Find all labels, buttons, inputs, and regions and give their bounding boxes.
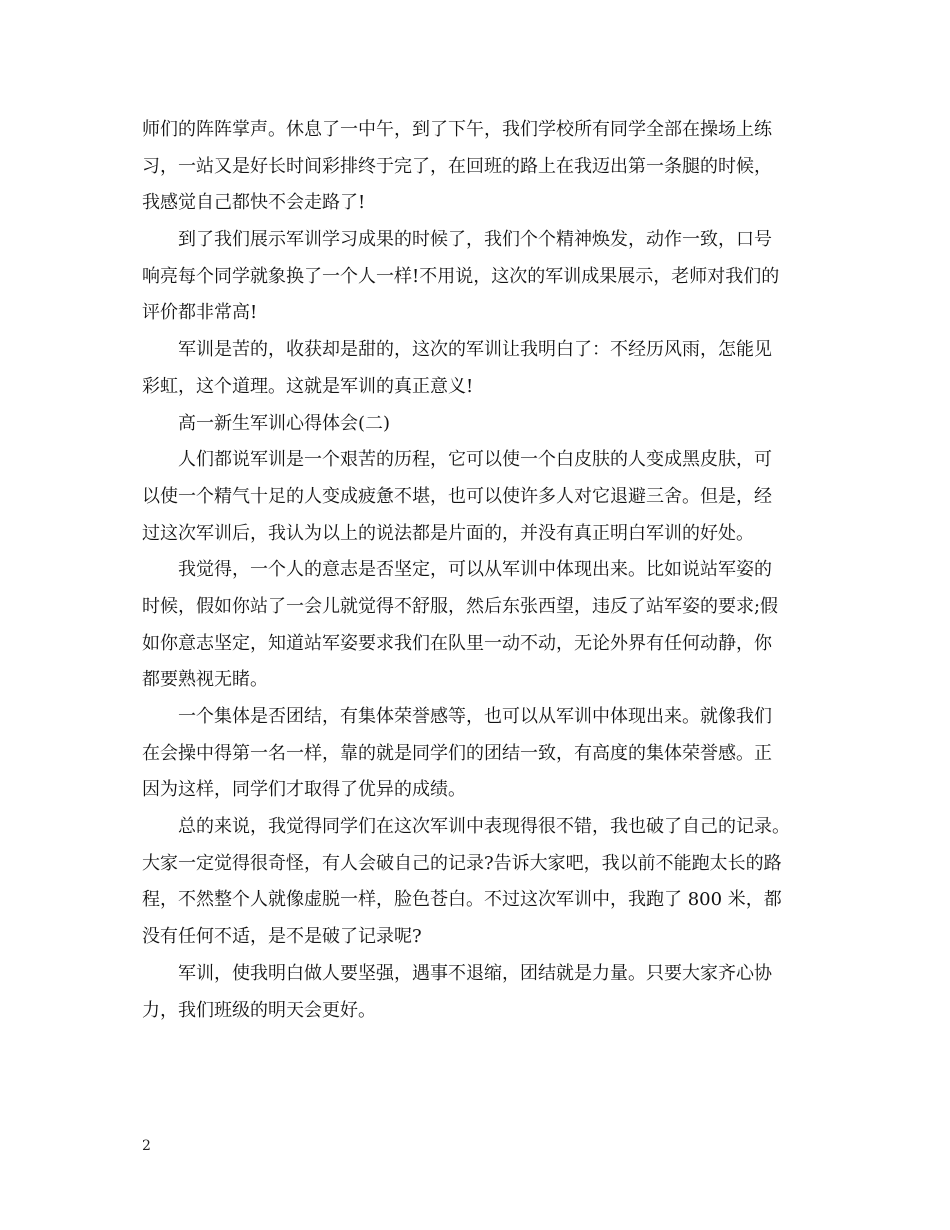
text-line-12: 过这次军训后，我认为以上的说法都是片面的，并没有真正明白军训的好处。 bbox=[142, 522, 754, 544]
text-line-25: 力，我们班级的明天会更好。 bbox=[142, 999, 376, 1021]
text-line-21: 大家一定觉得很奇怪，有人会破自己的记录?告诉大家吧，我以前不能跑太长的路 bbox=[142, 852, 782, 874]
text-line-1: 师们的阵阵掌声。休息了一中午，到了下午，我们学校所有同学全部在操场上练 bbox=[142, 119, 772, 140]
text-line-10: 人们都说军训是一个艰苦的历程，它可以使一个白皮肤的人变成黑皮肤，可 bbox=[178, 449, 772, 471]
text-line-6: 评价都非常高! bbox=[142, 302, 258, 324]
text-line-8: 彩虹，这个道理。这就是军训的真正意义! bbox=[142, 375, 474, 397]
text-line-19: 因为这样，同学们才取得了优异的成绩。 bbox=[142, 779, 466, 801]
text-line-4: 到了我们展示军训学习成果的时候了，我们个个精神焕发，动作一致，口号 bbox=[178, 229, 772, 251]
section-heading: 高一新生军训心得体会(二) bbox=[178, 412, 391, 434]
text-line-18: 在会操中得第一名一样，靠的就是同学们的团结一致，有高度的集体荣誉感。正 bbox=[142, 742, 772, 764]
text-line-5: 响亮每个同学就象换了一个人一样!不用说，这次的军训成果展示，老师对我们的 bbox=[142, 265, 780, 287]
text-line-15: 如你意志坚定，知道站军姿要求我们在队里一动不动，无论外界有任何动静，你 bbox=[142, 632, 772, 654]
text-line-22: 程，不然整个人就像虚脱一样，脸色苍白。不过这次军训中，我跑了 800 米，都 bbox=[142, 889, 782, 911]
text-line-3: 我感觉自己都快不会走路了! bbox=[142, 192, 366, 214]
text-line-20: 总的来说，我觉得同学们在这次军训中表现得很不错，我也破了自己的记录。 bbox=[178, 816, 790, 838]
text-line-7: 军训是苦的，收获却是甜的，这次的军训让我明白了：不经历风雨，怎能见 bbox=[178, 339, 772, 361]
text-line-17: 一个集体是否团结，有集体荣誉感等，也可以从军训中体现出来。就像我们 bbox=[178, 706, 772, 727]
text-line-13: 我觉得，一个人的意志是否坚定，可以从军训中体现出来。比如说站军姿的 bbox=[178, 559, 772, 581]
text-line-11: 以使一个精气十足的人变成疲惫不堪，也可以使许多人对它退避三舍。但是，经 bbox=[142, 485, 772, 507]
page-number: 2 bbox=[142, 1138, 151, 1154]
document-body bbox=[142, 112, 814, 1029]
text-line-14: 时候，假如你站了一会儿就觉得不舒服，然后东张西望，违反了站军姿的要求;假 bbox=[142, 595, 779, 617]
text-line-16: 都要熟视无睹。 bbox=[142, 669, 268, 691]
text-line-24: 军训，使我明白做人要坚强，遇事不退缩，团结就是力量。只要大家齐心协 bbox=[178, 962, 772, 984]
text-line-23: 没有任何不适，是不是破了记录呢? bbox=[142, 926, 422, 948]
text-line-2: 习，一站又是好长时间彩排终于完了，在回班的路上在我迈出第一条腿的时候， bbox=[142, 155, 772, 177]
